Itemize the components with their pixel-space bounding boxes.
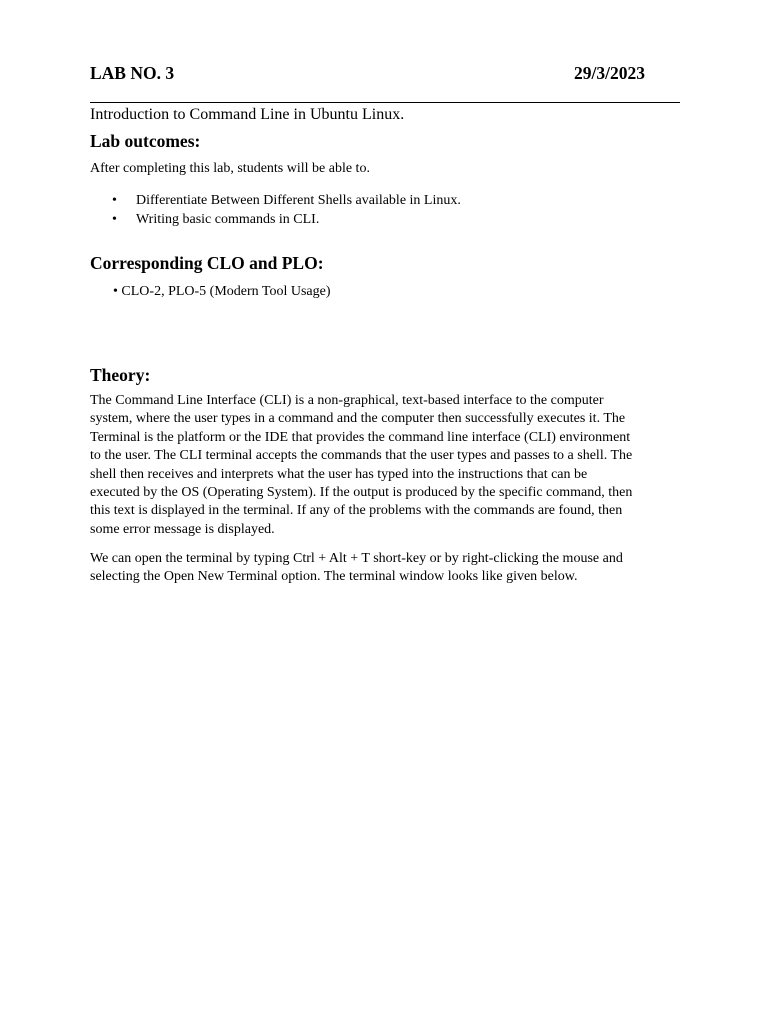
- outcomes-intro: After completing this lab, students will be able to.: [90, 161, 370, 176]
- outcomes-heading: Lab outcomes:: [90, 131, 201, 151]
- lab-number: LAB NO. 3: [90, 63, 175, 83]
- list-item: [112, 210, 461, 229]
- text-line: We can open the terminal by typing Ctrl + Alt + T short-key or by right-clicking the mouse and: [90, 551, 623, 566]
- clo-plo-heading: Corresponding CLO and PLO:: [90, 253, 324, 273]
- lab-header: [90, 63, 645, 87]
- outcomes-list: [112, 191, 461, 229]
- text-line: Terminal is the platform or the IDE that provides the command line interface (CLI) environment: [90, 429, 631, 445]
- terminal-open-paragraph: [90, 550, 680, 587]
- lab-subtitle: Introduction to Command Line in Ubuntu Linux.: [90, 106, 405, 123]
- list-item: [112, 191, 461, 210]
- text-line: executed by the OS (Operating System). If the output is produced by the specific command, then: [90, 485, 633, 501]
- text-line: shell then receives and interprets what the user has typed into the instructions that can be: [90, 466, 588, 482]
- text-line: to the user. The CLI terminal accepts the commands that the user types and passes to a shell. The: [90, 448, 633, 464]
- text-line: The Command Line Interface (CLI) is a non-graphical, text-based interface to the computer: [90, 393, 604, 408]
- theory-paragraph: [90, 392, 680, 539]
- outcome-text: Writing basic commands in CLI.: [136, 212, 320, 227]
- outcome-text: Differentiate Between Different Shells available in Linux.: [136, 193, 461, 208]
- bullet-icon: •: [112, 193, 117, 208]
- lab-date: 29/3/2023: [574, 63, 645, 83]
- theory-heading: Theory:: [90, 365, 151, 385]
- bullet-icon: •: [112, 212, 117, 227]
- text-line: selecting the Open New Terminal option. The terminal window looks like given below.: [90, 569, 578, 585]
- text-line: some error message is displayed.: [90, 521, 275, 537]
- clo-plo-item: • CLO-2, PLO-5 (Modern Tool Usage): [113, 284, 331, 299]
- header-divider: [90, 102, 680, 103]
- text-line: system, where the user types in a command and the computer then successfully executes it. The: [90, 411, 626, 427]
- text-line: this text is displayed in the terminal. If any of the problems with the commands are found, then: [90, 503, 623, 519]
